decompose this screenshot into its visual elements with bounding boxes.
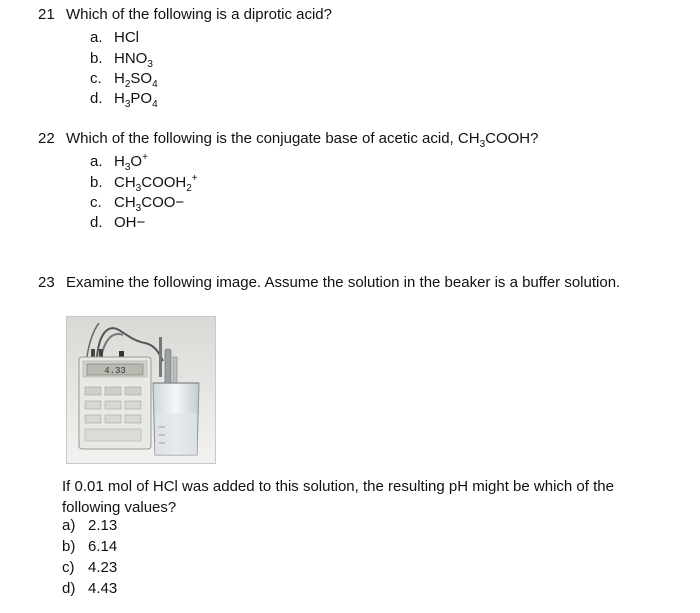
question-text: Which of the following is the conjugate base of acetic acid, $CH_3COOH$?: [66, 130, 539, 150]
option-text: $H_2SO_4$: [114, 70, 158, 90]
ph-meter-illustration: [67, 317, 215, 463]
option-text: $H_3O^+$: [114, 152, 148, 173]
question-21: [38, 6, 332, 23]
q23-option-b[interactable]: [62, 538, 117, 555]
option-letter: c.: [90, 194, 102, 211]
option-letter: d.: [90, 90, 103, 107]
option-letter: d.: [90, 214, 103, 231]
q21-option-b[interactable]: [90, 50, 153, 70]
option-text: $H_3PO_4$: [114, 90, 158, 110]
option-letter: a): [62, 517, 76, 534]
q22-option-d[interactable]: [90, 214, 145, 231]
question-text: Examine the following image. Assume the solution in the beaker is a buffer solution.: [66, 274, 621, 291]
q21-option-a[interactable]: [90, 29, 139, 46]
q21-option-c[interactable]: [90, 70, 158, 90]
question-23: [38, 274, 620, 291]
question-number: 21: [38, 6, 55, 23]
q22-option-c[interactable]: [90, 194, 185, 214]
option-text: OH−: [114, 214, 146, 231]
question-22: [38, 130, 539, 150]
option-letter: b.: [90, 174, 103, 191]
q22-option-a[interactable]: [90, 152, 148, 173]
question-number: 23: [38, 274, 55, 291]
q23-option-d[interactable]: [62, 580, 117, 597]
option-text: $HNO_3$: [114, 50, 153, 70]
option-letter: c): [62, 559, 75, 576]
option-letter: c.: [90, 70, 102, 87]
option-letter: a.: [90, 29, 103, 46]
question-number: 22: [38, 130, 55, 147]
q23-option-a[interactable]: [62, 517, 117, 534]
option-text: HCl: [114, 29, 139, 46]
option-value: 6.14: [88, 538, 118, 555]
option-letter: b.: [90, 50, 103, 67]
option-letter: a.: [90, 153, 103, 170]
option-value: 4.23: [88, 559, 118, 576]
question-text: Which of the following is a diprotic acid?: [66, 6, 332, 23]
option-text: $CH_3COO-$: [114, 194, 185, 214]
option-value: 4.43: [88, 580, 118, 597]
question-23-followup: If 0.01 mol of HCl was added to this solution, the resulting pH might be which of the following values?: [62, 478, 614, 516]
q23-option-c[interactable]: [62, 559, 117, 576]
ph-meter-photo: [66, 316, 216, 464]
q21-option-d[interactable]: [90, 90, 158, 110]
option-letter: b): [62, 538, 76, 555]
q22-option-b[interactable]: [90, 173, 198, 194]
option-letter: d): [62, 580, 76, 597]
meter-display-reading: 4.33: [104, 366, 126, 376]
option-text: $CH_3COOH_2^+$: [114, 173, 198, 194]
option-value: 2.13: [88, 517, 118, 534]
